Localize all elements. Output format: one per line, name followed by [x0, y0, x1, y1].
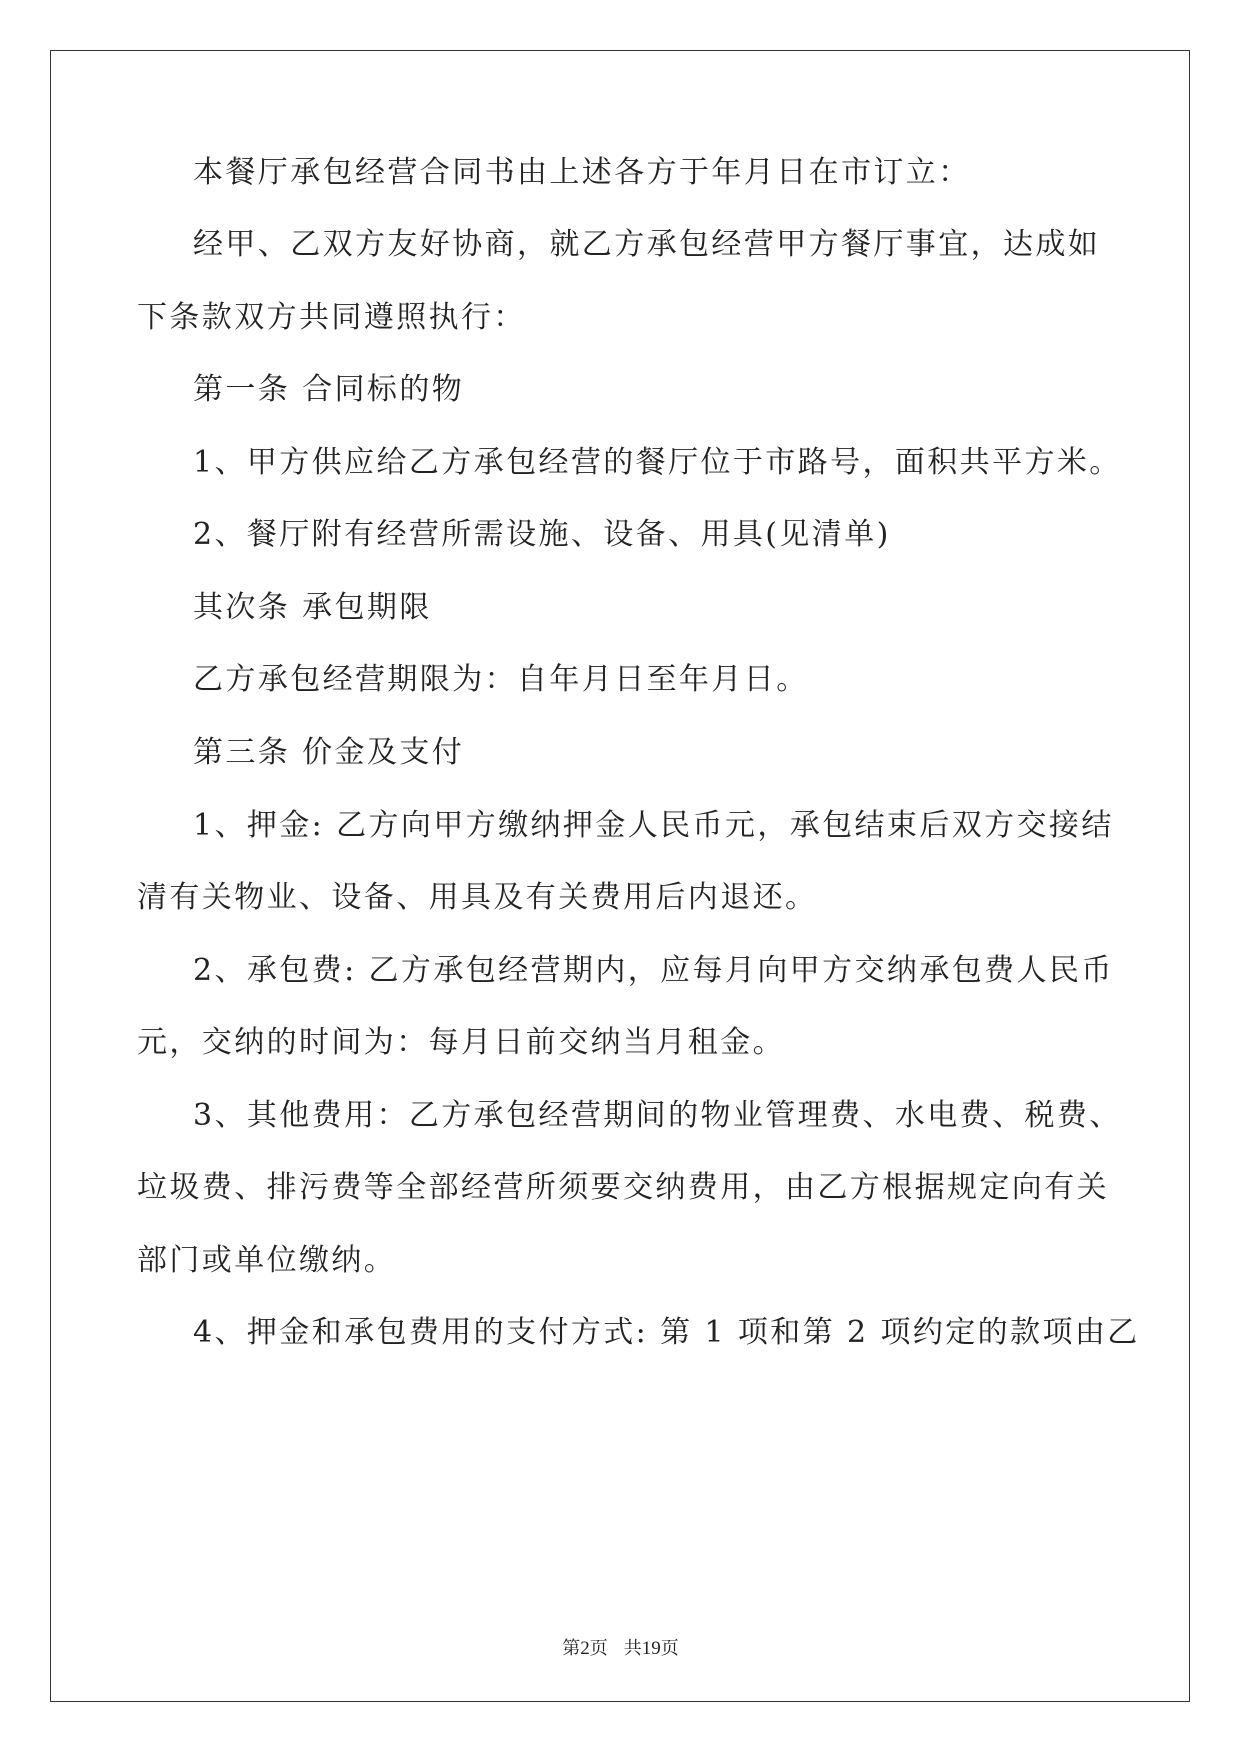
- total-prefix: 共: [623, 1638, 642, 1659]
- text-line: 部门或单位缴纳。: [137, 1243, 397, 1278]
- text-line: 本餐厅承包经营合同书由上述各方于年月日在市订立：: [193, 155, 971, 190]
- text-line: 下条款双方共同遵照执行：: [137, 300, 526, 335]
- page-footer: [0, 1634, 1241, 1660]
- text-line: 元，交纳的时间为：每月日前交纳当月租金。: [137, 1025, 785, 1060]
- page-suffix: 页: [589, 1638, 608, 1659]
- text-line: 清有关物业、设备、用具及有关费用后内退还。: [137, 880, 818, 915]
- current-page-number: 2: [580, 1638, 590, 1659]
- text-line: 乙方承包经营期限为：自年月日至年月日。: [193, 662, 809, 697]
- page-prefix: 第: [562, 1638, 581, 1659]
- text-line: 2、餐厅附有经营所需设施、设备、用具(见清单): [193, 517, 891, 552]
- section-heading: 第三条 价金及支付: [193, 735, 465, 770]
- text-line: 1、押金: 乙方向甲方缴纳押金人民币元，承包结束后双方交接结: [193, 808, 1114, 843]
- page-border: [50, 50, 1190, 1702]
- total-page-count: 19: [641, 1638, 661, 1659]
- text-line: 3、其他费用：乙方承包经营期间的物业管理费、水电费、税费、: [193, 1098, 1122, 1133]
- text-line: 经甲、乙双方友好协商，就乙方承包经营甲方餐厅事宜，达成如: [193, 227, 1101, 262]
- total-suffix: 页: [660, 1638, 679, 1659]
- section-heading: 其次条 承包期限: [193, 590, 432, 625]
- text-line: 1、甲方供应给乙方承包经营的餐厅位于市路号，面积共平方米。: [193, 445, 1122, 480]
- section-heading: 第一条 合同标的物: [193, 372, 465, 407]
- text-line: 垃圾费、排污费等全部经营所须要交纳费用，由乙方根据规定向有关: [137, 1170, 1109, 1205]
- text-line: 4、押金和承包费用的支付方式: 第 1 项和第 2 项约定的款项由乙: [193, 1315, 1140, 1350]
- text-line: 2、承包费: 乙方承包经营期内，应每月向甲方交纳承包费人民币: [193, 953, 1114, 988]
